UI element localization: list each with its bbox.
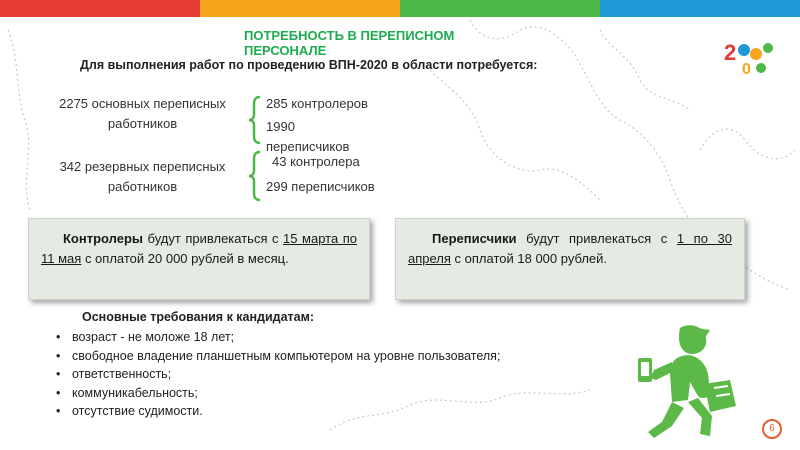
main-staff-label: 2275 основных переписных работников [59,96,226,131]
enumerators-card-period: 1 по 30 апреля [408,231,733,266]
reserve-brace-icon [248,150,262,202]
enumerators-card-text2: с оплатой 18 000 рублей. [450,251,608,266]
controllers-card-text2: с оплатой 20 000 рублей в месяц. [81,251,289,266]
page-number-badge: 6 [762,419,782,439]
census-worker-figure-icon [632,322,742,440]
list-item: • ответственность; [56,365,500,384]
list-item: • отсутствие судимости. [56,402,500,421]
enumerators-info-card [395,218,745,300]
reserve-enumerators-count: 299 переписчиков [266,179,375,194]
controllers-card-title: Контролеры [63,231,144,246]
reserve-staff-label: 342 резервных переписных работников [59,159,226,194]
list-item: • возраст - не моложе 18 лет; [56,328,500,347]
main-brace-icon [248,95,262,145]
main-enumerators-count: 1990 переписчиков [266,119,350,154]
requirements-title: Основные требования к кандидатам: [82,310,315,324]
svg-text:2: 2 [724,40,737,65]
enumerators-card-text1: будут привлекаться с [516,231,677,246]
enumerators-card-title: Переписчики [432,231,517,246]
stripe-red [0,0,200,17]
census-logo-icon [724,36,774,76]
stripe-blue [600,0,800,17]
list-item: • свободное владение планшетным компьютером на уровне пользователя; [56,347,500,366]
requirements-list [56,328,500,421]
controllers-card-period: 15 марта по 11 мая [41,231,357,266]
controllers-card-text1: будут привлекаться с [143,231,284,246]
list-item: • коммуникабельность; [56,384,500,403]
top-color-stripe [0,0,800,17]
svg-text:0: 0 [742,61,751,76]
controllers-info-card [28,218,370,300]
stripe-green [400,0,600,17]
reserve-controllers-count: 43 контролера [272,154,360,169]
main-controllers-count: 285 контролеров [266,96,368,111]
page-title: ПОТРЕБНОСТЬ В ПЕРЕПИСНОМ ПЕРСОНАЛЕ [244,28,455,58]
page-subtitle: Для выполнения работ по проведению ВПН-2020 в области потребуется: [80,58,538,72]
stripe-orange [200,0,400,17]
